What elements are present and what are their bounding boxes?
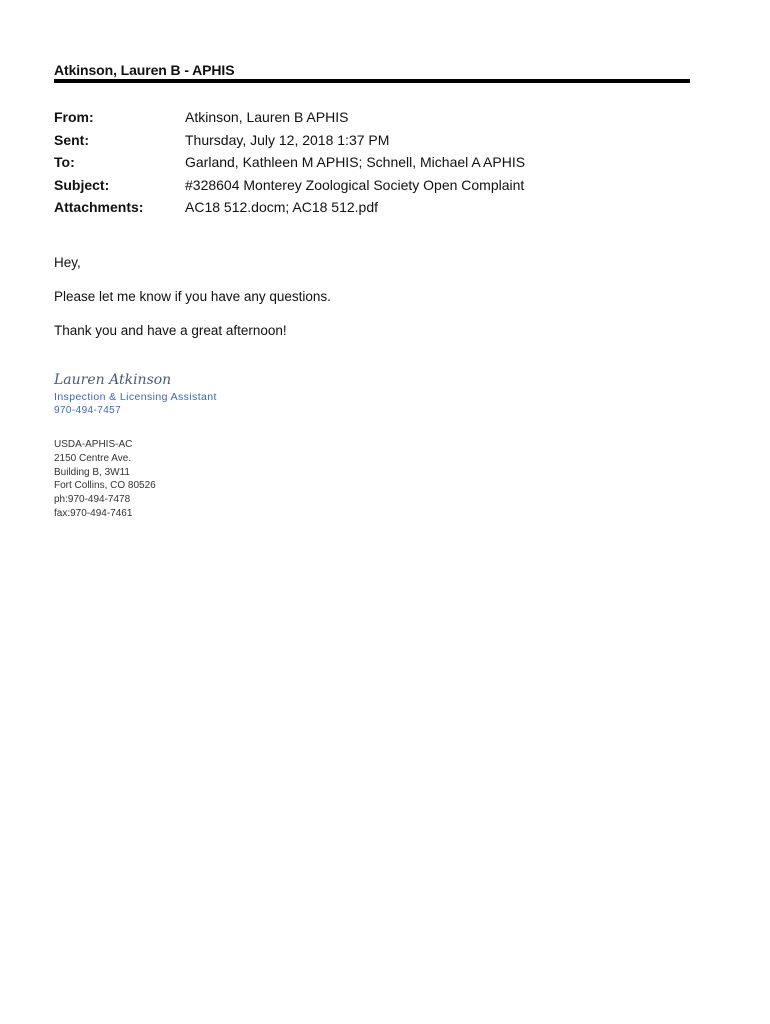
- document-header-name: Atkinson, Lauren B - APHIS: [54, 62, 235, 78]
- body-line-1: Please let me know if you have any questions.: [54, 289, 331, 304]
- signature-phone: 970-494-7457: [54, 405, 122, 416]
- address-line-building: Building B, 3W11: [54, 466, 130, 478]
- subject-row: [54, 174, 694, 197]
- address-line-street: 2150 Centre Ave.: [54, 452, 132, 464]
- attachments-row: [54, 196, 694, 219]
- from-value: Atkinson, Lauren B APHIS: [185, 109, 349, 126]
- subject-value: #328604 Monterey Zoological Society Open Complaint: [185, 176, 525, 193]
- subject-label: Subject:: [54, 176, 110, 193]
- address-line-phone: ph:970-494-7478: [54, 494, 131, 506]
- address-block: [54, 438, 156, 521]
- attachments-label: Attachments:: [54, 199, 144, 216]
- email-metadata: [54, 106, 694, 219]
- to-value: Garland, Kathleen M APHIS; Schnell, Michael A APHIS: [185, 154, 526, 171]
- address-line-org: USDA-APHIS-AC: [54, 439, 133, 450]
- from-row: [54, 106, 694, 129]
- signature-title: Inspection & Licensing Assistant: [54, 391, 217, 403]
- sent-row: [54, 129, 694, 152]
- sent-value: Thursday, July 12, 2018 1:37 PM: [185, 131, 390, 148]
- header-divider: [54, 79, 690, 83]
- signature-name: Lauren Atkinson: [54, 372, 172, 388]
- to-label: To:: [54, 154, 75, 171]
- body-line-2: Thank you and have a great afternoon!: [54, 323, 287, 338]
- from-label: From:: [54, 109, 94, 126]
- sent-label: Sent:: [54, 131, 89, 148]
- attachments-value: AC18 512.docm; AC18 512.pdf: [185, 199, 379, 216]
- address-line-city: Fort Collins, CO 80526: [54, 480, 156, 492]
- greeting-text: Hey,: [54, 255, 81, 270]
- address-line-fax: fax:970-494-7461: [54, 507, 133, 519]
- to-row: [54, 151, 694, 174]
